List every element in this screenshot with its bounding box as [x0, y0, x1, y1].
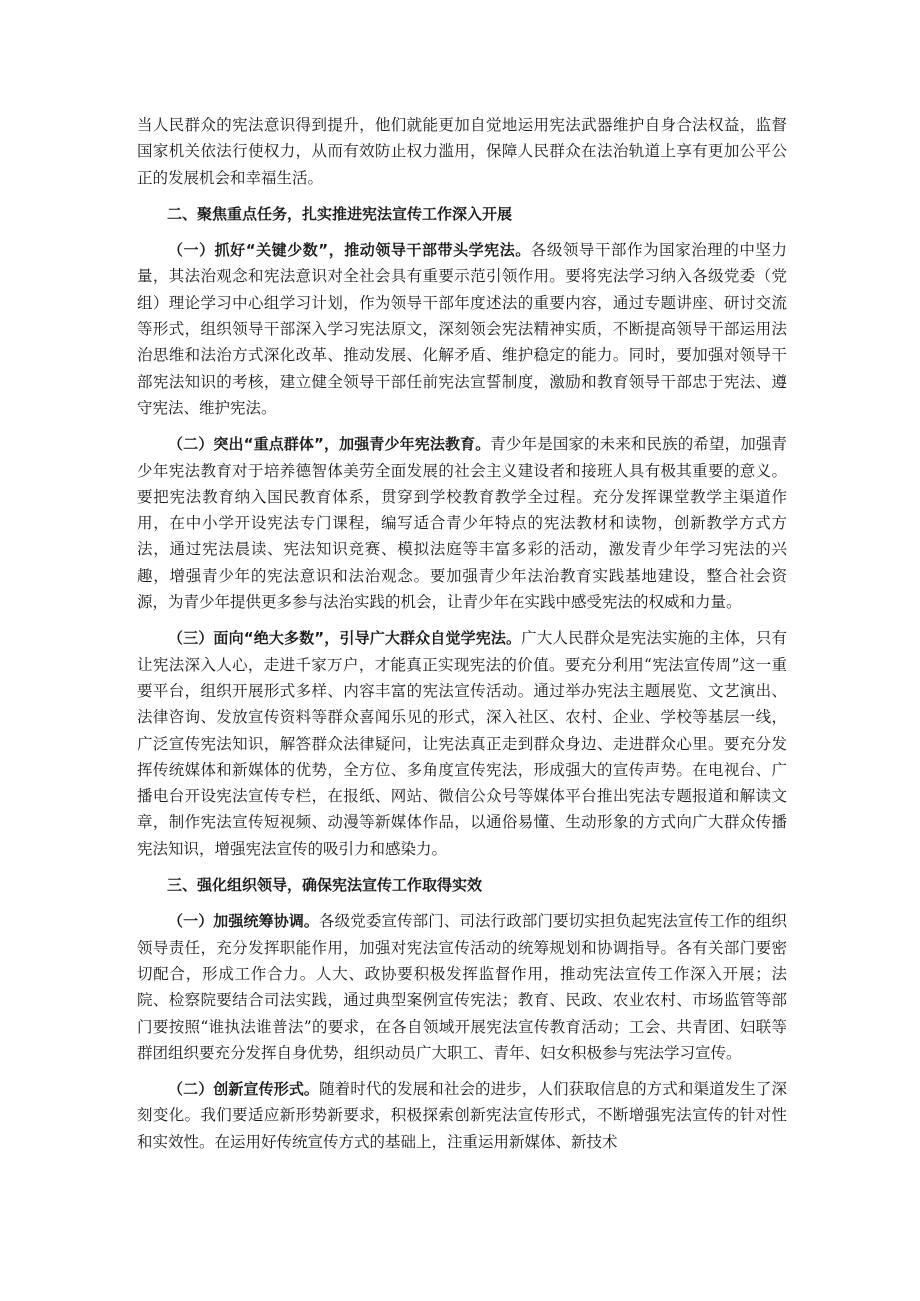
paragraph-s2-item1 — [137, 237, 787, 421]
body-s2-item1: 各级领导干部作为国家治理的中坚力量，其法治观念和宪法意识对全社会具有重要示范引领作用。要将宪法学习纳入各级党委（党组）理论学习中心组学习计划，作为领导干部年度述法的重要内容，通过专题讲座、研讨交流等形式，组织领导干部深入学习宪法原文，深刻领会宪法精神实质，不断提高领导干部运用法治思维和法治方式深化改革、推动发展、化解矛盾、维护稳定的能力。同时，要加强对领导干部宪法知识的考核，建立健全领导干部任前宪法宣誓制度，激励和教育领导干部忠于宪法、遵守宪法、维护宪法。 — [137, 241, 787, 417]
lead-s3-item1: （一）加强统筹协调。 — [168, 912, 320, 931]
paragraph-s3-item1 — [137, 908, 787, 1066]
lead-s2-item1: （一）抓好“关键少数”，推动领导干部带头学宪法。 — [168, 241, 531, 260]
lead-s2-item3: （三）面向“绝大多数”，引导广大群众自觉学宪法。 — [168, 629, 522, 648]
body-s3-item2: 随着时代的发展和社会的进步，人们获取信息的方式和渠道发生了深刻变化。我们要适应新形势新要求，积极探索创新宪法宣传形式，不断增强宪法宣传的针对性和实效性。在运用好传统宣传方式的基础上，注重运用新媒体、新技术 — [137, 1080, 787, 1151]
section-heading-2: 二、聚焦重点任务，扎实推进宪法宣传工作深入开展 — [167, 204, 513, 223]
paragraph-s2-item3 — [137, 625, 787, 862]
lead-s3-item2: （二）创新宣传形式。 — [168, 1080, 320, 1099]
body-s2-item3: 广大人民群众是宪法实施的主体，只有让宪法深入人心，走进千家万户，才能真正实现宪法的价值。要充分利用“宪法宣传周”这一重要平台，组织开展形式多样、内容丰富的宪法宣传活动。通过举办宪法主题展览、文艺演出、法律咨询、发放宣传资料等群众喜闻乐见的形式，深入社区、农村、企业、学校等基层一线，广泛宣传宪法知识，解答群众法律疑问，让宪法真正走到群众身边、走进群众心里。要充分发挥传统媒体和新媒体的优势，全方位、多角度宣传宪法，形成强大的宣传声势。在电视台、广播电台开设宪法宣传专栏，在报纸、网站、微信公众号等媒体平台推出宪法专题报道和解读文章，制作宪法宣传短视频、动漫等新媒体作品，以通俗易懂、生动形象的方式向广大群众传播宪法知识，增强宪法宣传的吸引力和感染力。 — [137, 629, 787, 858]
paragraph-s2-item2 — [137, 431, 787, 615]
paragraph-intro: 当人民群众的宪法意识得到提升，他们就能更加自觉地运用宪法武器维护自身合法权益，监督国家机关依法行使权力，从而有效防止权力滥用，保障人民群众在法治轨道上享有更加公平公正的发展机会和幸福生活。 — [137, 116, 787, 187]
document-page — [137, 112, 787, 1165]
body-s2-item2: 青少年是国家的未来和民族的希望，加强青少年宪法教育对于培养德智体美劳全面发展的社会主义建设者和接班人具有极其重要的意义。要把宪法教育纳入国民教育体系，贯穿到学校教育教学全过程。充分发挥课堂教学主渠道作用，在中小学开设宪法专门课程，编写适合青少年特点的宪法教材和读物，创新教学方式方法，通过宪法晨读、宪法知识竞赛、模拟法庭等丰富多彩的活动，激发青少年学习宪法的兴趣，增强青少年的宪法意识和法治观念。要加强青少年法治教育实践基地建设，整合社会资源，为青少年提供更多参与法治实践的机会，让青少年在实践中感受宪法的权威和力量。 — [137, 435, 787, 612]
paragraph-s3-item2 — [137, 1076, 787, 1155]
section-heading-3: 三、强化组织领导，确保宪法宣传工作取得实效 — [167, 876, 483, 895]
lead-s2-item2: （二）突出“重点群体”，加强青少年宪法教育。 — [168, 435, 491, 454]
body-s3-item1: 各级党委宣传部门、司法行政部门要切实担负起宪法宣传工作的组织领导责任，充分发挥职能作用，加强对宪法宣传活动的统筹规划和协调指导。各有关部门要密切配合，形成工作合力。人大、政协要积极发挥监督作用，推动宪法宣传工作深入开展；法院、检察院要结合司法实践，通过典型案例宣传宪法；教育、民政、农业农村、市场监管等部门要按照“谁执法谁普法”的要求，在各自领域开展宪法宣传教育活动；工会、共青团、妇联等群团组织要充分发挥自身优势，组织动员广大职工、青年、妇女积极参与宪法学习宣传。 — [137, 912, 787, 1062]
